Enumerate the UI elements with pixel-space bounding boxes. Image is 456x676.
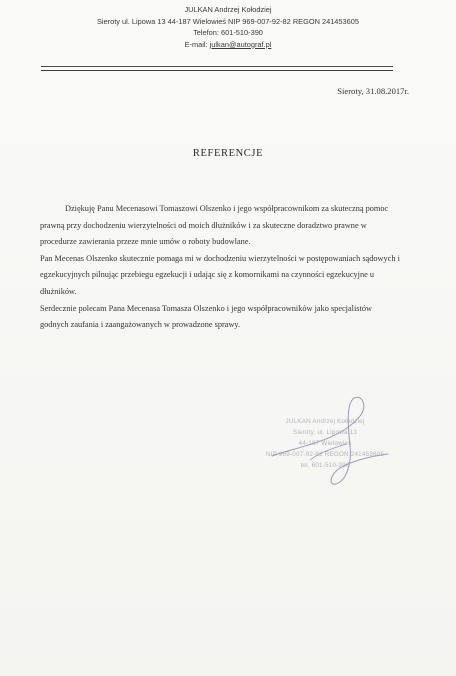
stamp-line: JULKAN Andrzej Kołodziej bbox=[285, 418, 365, 425]
email-label: E-mail: bbox=[184, 39, 208, 49]
place-date: Sieroty, 31.08.2017r. bbox=[337, 86, 409, 96]
stamp-line: NIP 969-007-92-82 REGON 241453605 bbox=[265, 451, 385, 458]
stamp-line: 44-187 Wielowieś bbox=[298, 440, 352, 447]
body-paragraph: Serdecznie polecam Pana Mecenasa Tomasza Olszenko i jego współpracowników jako specjalistów godnych zaufania i zaangażowanych w prowadzone sprawy. bbox=[40, 303, 372, 330]
company-email-line bbox=[0, 39, 456, 51]
letter-heading: REFERENCJE bbox=[192, 148, 264, 159]
letter-body bbox=[40, 201, 402, 334]
letterhead-divider-thin bbox=[41, 66, 393, 67]
stamp-line: Sieroty, ul. Lipowa 13 bbox=[292, 429, 358, 436]
company-address: Sieroty ul. Lipowa 13 44-187 Wielowieś NIP 969-007-92-82 REGON 241453605 bbox=[97, 16, 359, 26]
company-stamp bbox=[250, 386, 400, 490]
handwritten-signature bbox=[250, 386, 400, 490]
letterhead-divider-thick bbox=[41, 70, 393, 71]
email-link[interactable]: julkan@autograf.pl bbox=[209, 39, 272, 49]
company-name: JULKAN Andrzej Kołodziej bbox=[184, 5, 272, 14]
stamp-line: tel. 601-510-390 bbox=[300, 462, 350, 469]
letterhead bbox=[0, 4, 456, 50]
company-phone: Telefon: 601-510-390 bbox=[193, 28, 263, 38]
body-paragraph: Dziękuję Panu Mecenasowi Tomaszowi Olszenko i jego współpracownikom za skuteczną pomoc prawną przy dochodzeniu wierzytelności od moich dłużników i za skuteczne doradztwo prawne w procedurze zawierania przeze mnie umów o roboty budowlane. bbox=[40, 204, 389, 247]
body-paragraph: Pan Mecenas Olszenko skutecznie pomaga mi w dochodzeniu wierzytelności w postępowaniach sądowych i egzekucyjnych pilnując przebiegu egzekucji i udając się z komornikami na czynności egzekucyjne u dłużników. bbox=[40, 253, 400, 296]
